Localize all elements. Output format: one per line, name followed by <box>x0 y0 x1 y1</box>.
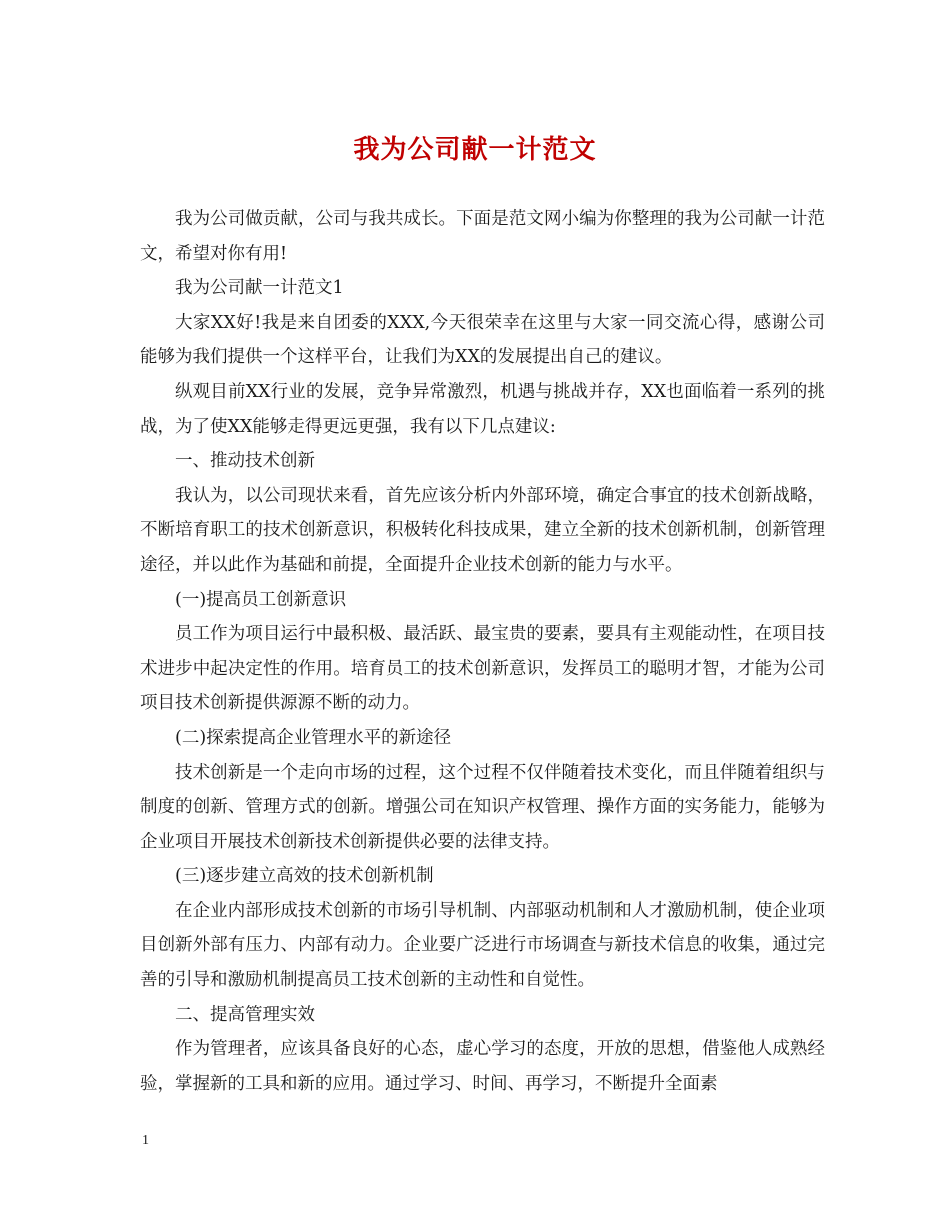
paragraph-subheading: (二)探索提高企业管理水平的新途径 <box>175 727 452 748</box>
paragraph-heading: 一、推动技术创新 <box>175 451 315 472</box>
paragraph-heading: 二、提高管理实效 <box>175 1004 315 1025</box>
paragraph: 在企业内部形成技术创新的市场引导机制、内部驱动机制和人才激励机制，使企业项目创新外部有压力、内部有动力。企业要广泛进行市场调查与新技术信息的收集，通过完善的引导和激励机制提高员工技术创新的主动性和自觉性。 <box>140 900 825 991</box>
paragraph: 技术创新是一个走向市场的过程，这个过程不仅伴随着技术变化，而且伴随着组织与制度的创新、管理方式的创新。增强公司在知识产权管理、操作方面的实务能力，能够为企业项目开展技术创新技术创新提供必要的法律支持。 <box>140 762 825 852</box>
paragraph: 我认为，以公司现状来看，首先应该分析内外部环境，确定合事宜的技术创新战略，不断培育职工的技术创新意识，积极转化科技成果，建立全新的技术创新机制，创新管理途径，并以此作为基础和前提，全面提升企业技术创新的能力与水平。 <box>140 485 825 575</box>
paragraph: 纵观目前XX行业的发展，竞争异常激烈，机遇与挑战并存，XX也面临着一系列的挑战，为了使XX能够走得更远更强，我有以下几点建议: <box>140 381 825 437</box>
paragraph-intro: 我为公司做贡献，公司与我共成长。下面是范文网小编为你整理的我为公司献一计范文，希望对你有用! <box>140 209 825 264</box>
document-title: 我为公司献一计范文 <box>353 135 597 165</box>
page-number: 1 <box>142 1133 149 1148</box>
document-body <box>140 202 825 1101</box>
paragraph-section-heading: 我为公司献一计范文1 <box>175 278 344 299</box>
paragraph-subheading: (一)提高员工创新意识 <box>175 589 347 610</box>
paragraph: 大家XX好!我是来自团委的XXX,今天很荣幸在这里与大家一同交流心得，感谢公司能够为我们提供一个这样平台，让我们为XX的发展提出自己的建议。 <box>140 312 825 368</box>
paragraph-subheading: (三)逐步建立高效的技术创新机制 <box>175 866 434 887</box>
paragraph: 员工作为项目运行中最积极、最活跃、最宝贵的要素，要具有主观能动性，在项目技术进步中起决定性的作用。培育员工的技术创新意识，发挥员工的聪明才智，才能为公司项目技术创新提供源源不断的动力。 <box>140 624 825 714</box>
paragraph: 作为管理者，应该具备良好的心态，虚心学习的态度，开放的思想，借鉴他人成熟经验，掌握新的工具和新的应用。通过学习、时间、再学习，不断提升全面素 <box>140 1039 825 1094</box>
